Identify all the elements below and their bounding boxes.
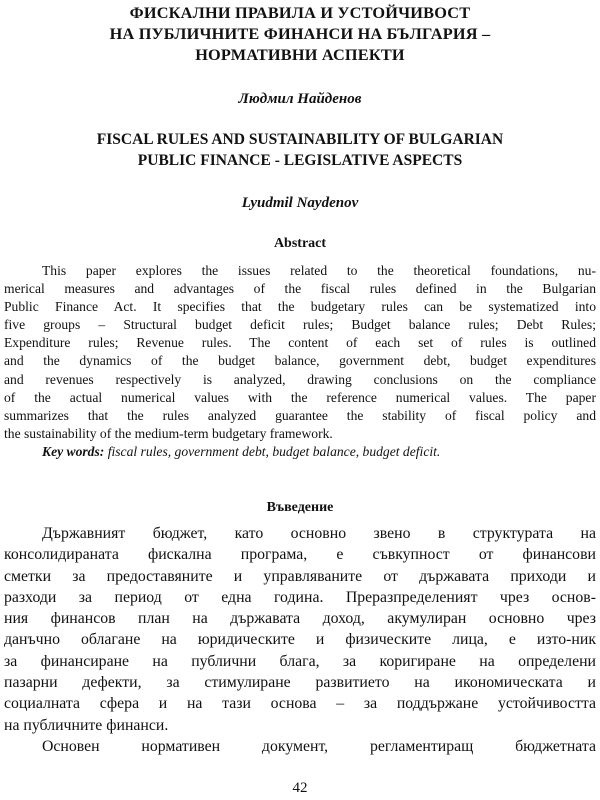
abstract-line: the sustainability of the medium-term budgetary framework. [4,425,333,441]
abstract-line: Public Finance Act. It specifies that the budgetary rules can be systematized into [4,299,596,315]
title-bg-line: НА ПУБЛИЧНИТЕ ФИНАНСИ НА БЪЛГАРИЯ – [109,24,491,43]
abstract-line: Expenditure rules; Revenue rules. The content of each set of rules is outlined [4,335,596,351]
intro-line: разходи за период от една година. Преразпределеният чрез основ- [4,588,596,606]
intro-line: пазарни дефекти, за стимулиране развитието на икономическата и [4,674,596,692]
keywords-label: Key words: [42,443,105,459]
intro-line: Основен нормативен документ, регламентиращ бюджетната [42,737,596,755]
keywords-text: fiscal rules, government debt, budget balance, budget deficit. [104,443,441,459]
title-bulgarian [0,2,600,65]
title-en-line: PUBLIC FINANCE - LEGISLATIVE ASPECTS [137,152,463,169]
abstract-line: summarizes that the rules analyzed guarantee the stability of fiscal policy and [4,407,596,423]
intro-line: на публичните финанси. [4,716,169,734]
author-english: Lyudmil Naydenov [241,195,359,211]
abstract-line: of the actual numerical values with the reference numerical values. The paper [4,389,596,405]
title-bg-line: НОРМАТИВНИ АСПЕКТИ [195,45,405,64]
introduction-heading: Въведение [266,500,334,515]
author-bulgarian: Людмил Найденов [238,91,362,107]
title-english [0,129,600,171]
keywords [4,443,596,461]
intro-line: Държавният бюджет, като основно звено в структурата на [42,525,596,542]
abstract-heading: Abstract [273,236,327,251]
intro-line: социалната сфера и на тази основа – за поддържане устойчивостта [4,695,596,713]
title-bg-line: ФИСКАЛНИ ПРАВИЛА И УСТОЙЧИВОСТ [129,3,471,22]
abstract-line: merical measures and advantages of the fiscal rules defined in the Bulgarian [4,281,596,297]
intro-line: за финансиране на публични блага, за коригиране на определени [4,652,596,670]
abstract-line: and the dynamics of the budget balance, government debt, budget expenditures [4,353,596,369]
abstract-line: This paper explores the issues related to the theoretical foundations, nu- [42,263,596,278]
intro-line: сметки за предоставяните и управляваните от държавата приходи и [4,567,596,585]
abstract-body [4,262,596,461]
intro-line: ния финансов план на държавата доход, акумулиран основно чрез [4,610,596,628]
page-number: 42 [292,780,308,796]
intro-line: консолидираната фискална програма, е съвкупност от финансови [4,546,596,564]
abstract-line: and revenues respectively is analyzed, drawing conclusions on the compliance [4,371,596,387]
intro-line: данъчно облагане на юридическите и физическите лица, е изто-ник [4,631,596,649]
abstract-line: five groups – Structural budget deficit rules; Budget balance rules; Debt Rules; [4,317,596,333]
introduction-body [4,523,596,757]
title-en-line: FISCAL RULES AND SUSTAINABILITY OF BULGARIAN [96,131,504,148]
